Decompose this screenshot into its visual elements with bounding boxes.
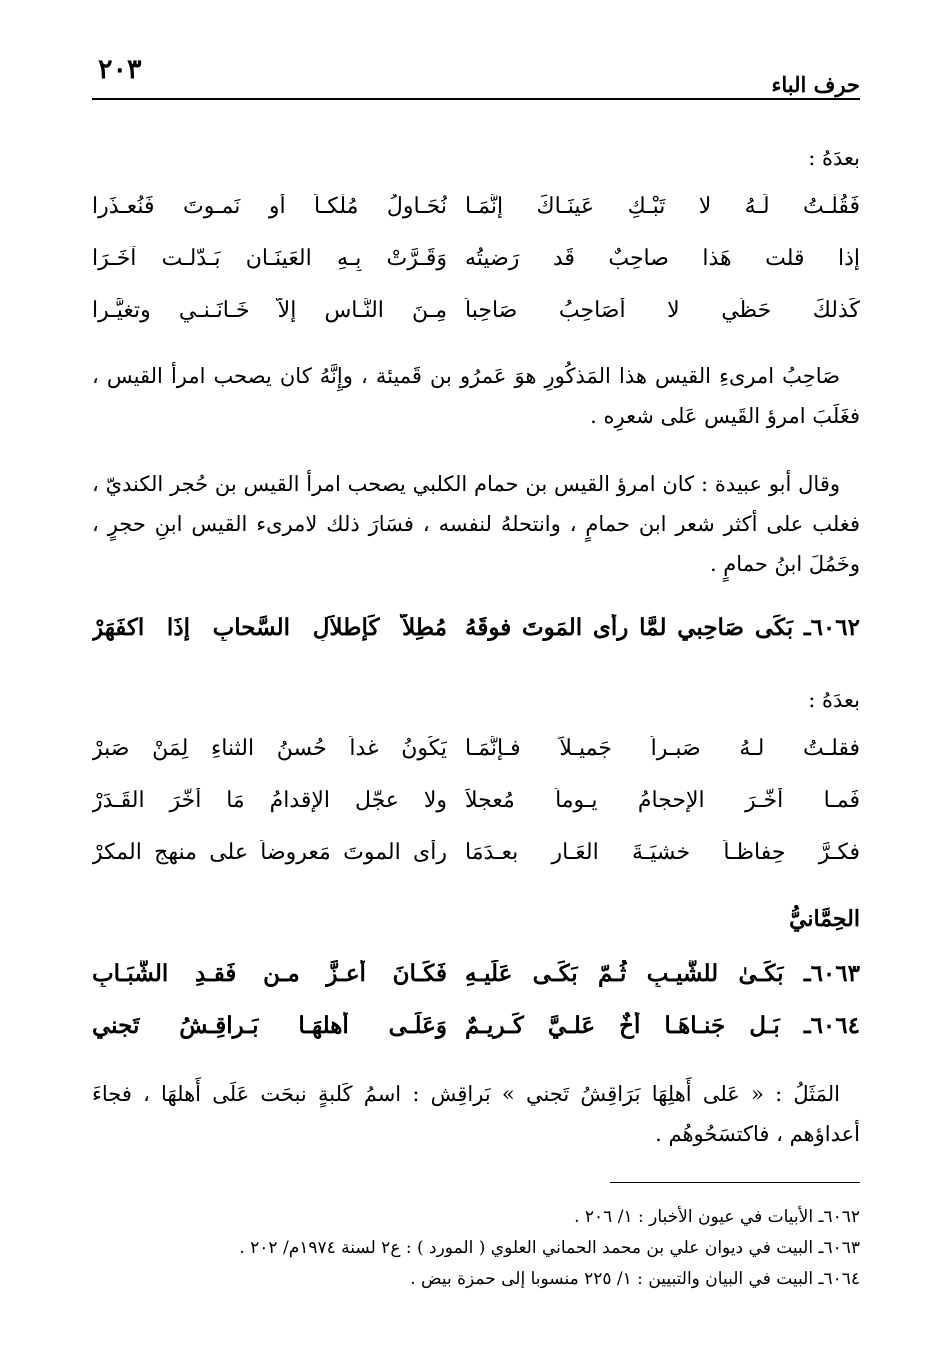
verse-first-hemistich: كَذلكَ حَظّي لا أُصَاحِبُ صَاحِباً xyxy=(465,298,860,323)
verse-line xyxy=(92,788,860,828)
proverb-paragraph: المَثَلُ : « عَلى أَهلِهَا بَرَاقِشُ تَجني » بَراقِش : اسمُ كَلبةٍ نبحَت عَلَى أَهلهَا ، فجاءَ أعداؤهم ، فاكتسَحُوهُم . xyxy=(92,1082,860,1146)
numbered-verse-6063 xyxy=(92,960,860,1000)
verse-first-hemistich: فكـرَّ حِفاظـاً خشيَـةَ العَـارِ بعـدَمَا xyxy=(465,840,860,865)
footnotes xyxy=(92,1202,860,1295)
verse-second-hemistich: وَعَلَـى أَهلهَـا بَـراقِـشُ تَجني xyxy=(92,1012,447,1039)
verse-first-hemistich: ٦٠٦٢ـ بَكَى صَاحِبي لمَّا رأى المَوتَ فوقَهُ xyxy=(465,614,860,641)
verse-second-hemistich: رأى الموتَ مَعروضاً على منهجِ المكرْ xyxy=(92,840,447,865)
book-page xyxy=(92,0,860,1371)
verse-first-hemistich: إِذا قلت هَذا صاحِبٌ قَد رَضيتُه xyxy=(465,246,860,271)
verse-first-hemistich: فقلـتُ لـهُ صَبـراً جَميـلاً فـإِنَّمَـا xyxy=(465,736,860,761)
verse-intro-label: بعدَهُ : xyxy=(808,688,860,712)
commentary-paragraph: وقال أبو عبيدة : كان امرؤ القيس بن حمام الكلبي يصحب امرأ القيس بن حُجر الكنديّ ، فغلب على أكثر شعر ابن حمامٍ ، وانتحلهُ لنفسه ، فسَارَ ذلك لامرىء القيس ابنِ حجرٍ ، وخَمُلَ ابنُ حمامٍ . xyxy=(92,472,860,576)
running-header-title: حرف الباء xyxy=(771,72,860,97)
footnote-6063: ٦٠٦٣ـ البيت في ديوان علي بن محمد الحماني العلوي ( المورد ) : ع٢ لسنة ١٩٧٤م/ ٢٠٢ . xyxy=(239,1238,860,1258)
verse-line xyxy=(92,298,860,338)
header-rule xyxy=(92,98,860,100)
commentary-paragraph: صَاحِبُ امرىءِ القيس هذا المَذكُورِ هوَ عَمرُو بن قَميئة ، وإِنَّهُ كان يصحب امرأ القيس ، فغَلَبَ امرؤ القَيس عَلى شعرِه . xyxy=(92,364,860,428)
numbered-verse-6064 xyxy=(92,1012,860,1052)
verse-first-hemistich: ٦٠٦٤ـ بَـل جَنـاهَـا أَخٌ عَلـيَّ كَـريـمٌ xyxy=(465,1012,860,1039)
verse-line xyxy=(92,246,860,286)
verse-line xyxy=(92,736,860,776)
verse-first-hemistich: فَقُلْـتُ لَـهُ لا تَبْـكِ عَينَـاكَ إِنَّمَـا xyxy=(465,194,860,219)
verse-second-hemistich: وَقَـرَّتْ بِـهِ العَينَـان بَـدّلـت آخَـرَا xyxy=(92,246,447,271)
verse-second-hemistich: ولا عجّل الإقدامُ مَا أَخَّرَ القَـدَرْ xyxy=(92,788,447,813)
poet-heading: الحِمَّانيُّ xyxy=(789,906,860,932)
footnote-6064: ٦٠٦٤ـ البيت في البيان والتبيين : ١/ ٢٢٥ منسوبا إلى حمزة بيض . xyxy=(410,1269,860,1289)
verse-first-hemistich: ٦٠٦٣ـ بَكَـىٰ للشَّيـبِ ثُـمّ بَكَـى عَلَيـهِ xyxy=(465,960,860,987)
verse-second-hemistich: فَكَـانَ أَعـزَّ مـن فَقـدِ الشَّبَـابِ xyxy=(92,960,447,987)
page-number: ٢٠٣ xyxy=(98,54,142,85)
verse-intro-label: بعدَهُ : xyxy=(808,146,860,170)
footnote-6062: ٦٠٦٢ـ الأبيات في عيون الأخبار : ١/ ٢٠٦ . xyxy=(574,1207,860,1227)
verse-line xyxy=(92,194,860,234)
verse-second-hemistich: نُحَـاوِلُ مُلْكـاً أو نَمـوتَ فَنُعـذَرا xyxy=(92,194,447,219)
verse-first-hemistich: فَمـا أَخَّـرَ الإِحجامُ يـوماً مُعجلاً xyxy=(465,788,860,813)
numbered-verse-6062 xyxy=(92,614,860,654)
verse-second-hemistich: مِـنَ النَّـاسِ إِلاَّ خَـانَـنـي وتغيَّـرا xyxy=(92,298,447,323)
verse-line xyxy=(92,840,860,880)
footnote-rule xyxy=(610,1182,860,1183)
verse-second-hemistich: مُطِلاًّ كَإِطلاَلِ السَّحابِ إِذَا اكفَهَرْ xyxy=(92,614,447,641)
verse-second-hemistich: يَكُونُ غداً حُسنُ الثناءِ لِمَنْ صَبرْ xyxy=(92,736,447,761)
